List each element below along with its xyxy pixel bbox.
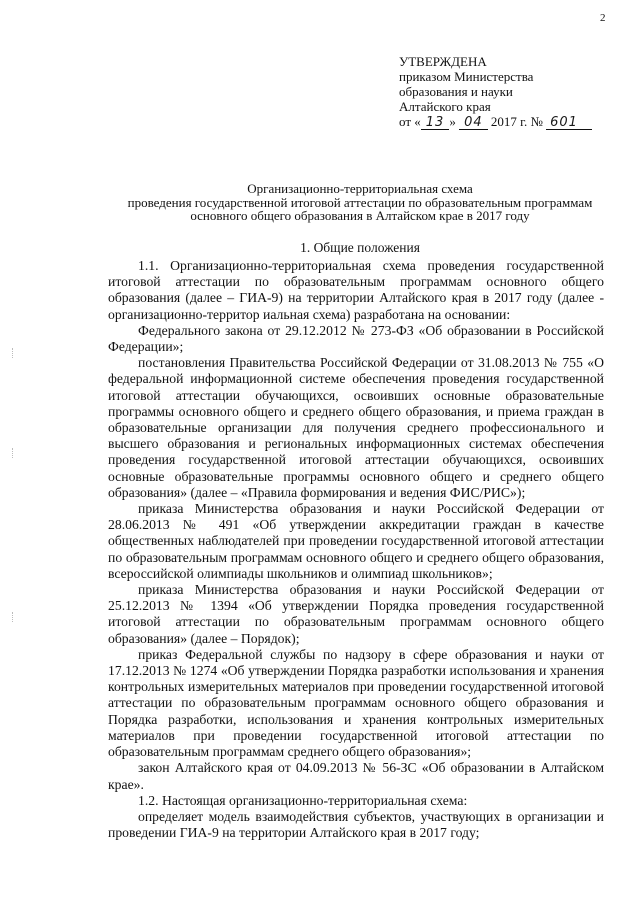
paragraph: приказ Федеральной службы по надзору в сфере образования и науки от 17.12.2013 № 1274 «Об утверждении Порядка разработки использования и хранения контрольных измерительных материалов при проведении государственной итоговой аттестации по образовательным программам основного общего образования и Порядка разработки, использования и хранения контрольных измерительных материалов при проведении государственной итоговой аттестации по образовательным программам среднего общего образования»; [108,646,604,760]
order-number-handwritten: 601 [546,117,592,130]
paragraph: 1.2. Настоящая организационно-территориальная схема: [138,792,468,808]
paragraph: приказа Министерства образования и науки Российской Федерации от 25.12.2013 № 1394 «Об утверждении Порядка проведения государственной итоговой аттестации по образовательным программам основного общего образования» (далее – Порядок); [108,582,604,646]
approval-date-line [399,114,629,130]
approval-line-1: приказом Министерства [399,69,534,84]
paragraph: 1.1. Организационно-территориальная схема проведения государственной итоговой аттестации по образовательным программам основного общего образования (далее – ГИА-9) на территории Алтайского края в 2017 году (далее - организационно-территор иальная схема) разработана на основании: [108,258,604,322]
title-line-2: проведения государственной итоговой аттестации по образовательным программам [127,194,593,210]
page-number: 2 [600,12,606,24]
paragraph: определяет модель взаимодействия субъектов, участвующих в организации и проведении ГИА-9 на территории Алтайского края в 2017 году; [108,808,604,841]
paragraph: приказа Министерства образования и науки Российской Федерации от 28.06.2013 № 491 «Об утверждении аккредитации граждан в качестве общественных наблюдателей при проведении государственной итоговой аттестации по образовательным программам основного общего и среднего общего образования, всероссийской олимпиады школьников и олимпиад школьников»; [108,501,604,581]
approval-block [399,54,629,130]
scan-margin-mark [12,612,14,622]
date-day-handwritten: 13 [421,117,450,130]
document-title [108,182,612,223]
section-heading: 1. Общие положения [300,240,420,255]
approval-title: УТВЕРЖДЕНА [399,54,487,69]
scan-margin-mark [12,348,14,358]
date-month-handwritten: 04 [459,117,488,130]
date-mid: » [449,114,456,129]
date-year: 2017 г. № [490,114,543,129]
title-line-3: основного общего образования в Алтайском крае в 2017 году [190,208,530,223]
approval-line-3: Алтайского края [399,99,491,114]
scan-margin-mark [12,448,14,458]
approval-line-2: образования и науки [399,84,513,99]
paragraph: закон Алтайского края от 04.09.2013 № 56-ЗС «Об образовании в Алтайском крае». [108,760,604,792]
paragraph: постановления Правительства Российской Федерации от 31.08.2013 № 755 «О федеральной информационной системе обеспечения проведения государственной итоговой аттестации обучающихся, освоивших основные образовательные программы основного общего и среднего общего образования, и приема граждан в образовательные организации для получения среднего профессионального и высшего образования и региональных информационных системах обеспечения проведения государственной итоговой аттестации обучающихся, освоивших основные образовательные программы основного общего и среднего общего образования» (далее – «Правила формирования и ведения ФИС/РИС»); [108,355,604,500]
document-body [108,258,604,841]
paragraph: Федерального закона от 29.12.2012 № 273-ФЗ «Об образовании в Российской Федерации»; [108,322,604,355]
date-prefix: от « [399,114,421,129]
title-line-1: Организационно-территориальная схема [247,181,473,196]
